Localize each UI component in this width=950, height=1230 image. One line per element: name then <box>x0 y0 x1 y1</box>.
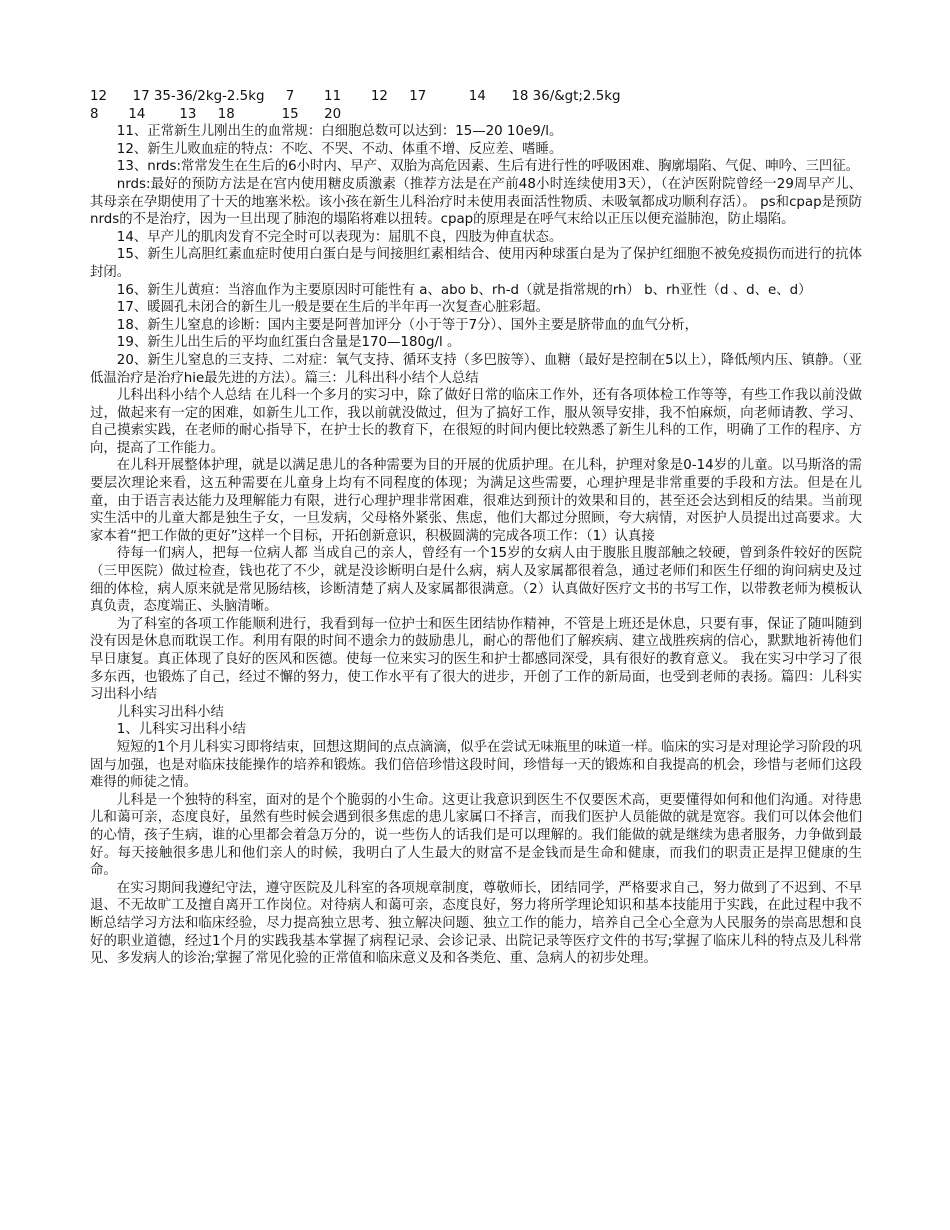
paragraph: 短短的1个月儿科实习即将结束，回想这期间的点点滴滴，似乎在尝试无味瓶里的味道一样。临床的实习是对理论学习阶段的巩固与加强，也是对临床技能操作的培养和锻炼。我们倍倍珍惜这段时间，珍惜每一天的锻炼和自我提高的机会，珍惜与老师们这段难得的师徒之情。 <box>90 739 862 791</box>
paragraph: 儿科是一个独特的科室，面对的是个个脆弱的小生命。这更让我意识到医生不仅要医术高，更要懂得如何和他们沟通。对待患儿和蔼可亲，态度良好，虽然有些时候会遇到很多焦虑的患儿家属口不择言，而我们医护人员能做的就是宽容。我们可以体会他们的心情，孩子生病，谁的心里都会着急万分的，说一些伤人的话我们是可以理解的。我们能做的就是继续为患者服务，力争做到最好。每天接触很多患儿和他们亲人的时候，我明白了人生最大的财富不是金钱而是生命和健康，而我们的职责正是捍卫健康的生命。 <box>90 792 862 879</box>
paragraph: 14、早产儿的肌肉发育不完全时可以表现为：屈肌不良，四肢为伸直状态。 <box>116 229 563 245</box>
paragraph: 儿科出科小结个人总结 在儿科一个多月的实习中，除了做好日常的临床工作外，还有各项体检工作等等，有些工作我以前没做过，做起来有一定的困难，如新生儿工作，我以前就没做过，但为了搞好工作，服从领导安排，我不怕麻烦，向老师请教、学习、自己摸索实践，在老师的耐心指导下，在护士长的教育下，在很短的时间内便比较熟悉了新生儿科的工作，明确了工作的程序、方向，提高了工作能力。 <box>90 388 862 456</box>
paragraph: 为了科室的各项工作能顺利进行，我看到每一位护士和医生团结协作精神，不管是上班还是休息，只要有事，保证了随叫随到没有因是休息而耽误工作。利用有限的时间不遗余力的鼓励患儿，耐心的帮他们了解疾病、建立战胜疾病的信心，默默地祈祷他们早日康复。真正体现了良好的医风和医德。使每一位来实习的医生和护士都感同深受，具有很好的教育意义。 我在实习中学习了很多东西，也锻炼了自己，经过不懈的努力，使工作水平有了很大的进步，开创了工作的新局面，也受到老师的表扬。篇四：儿科实习出科小结 <box>90 616 862 703</box>
paragraph: 待每一们病人，把每一位病人都 当成自己的亲人，曾经有一个15岁的女病人由于腹胀且腹部触之较硬，曾到条件较好的医院（三甲医院）做过检查，钱也花了不少，就是没诊断明白是什么病，病人及家属都很着急，通过老师们和医生仔细的询问病史及过细的体检，病人原来就是常见肠结核，诊断清楚了病人及家属都很满意。（2）认真做好医疗文书的书写工作，以带教老师为模板认真负责，态度端正、头脑清晰。 <box>90 546 862 615</box>
paragraph: 20、新生儿窒息的三支持、二对症：氧气支持、循环支持（多巴胺等）、血糖（最好是控制在5以上），降低颅内压、镇静。（亚低温治疗是治疗hie最先进的方法）。篇三：儿科出科小结个人总结 <box>90 352 862 386</box>
paragraph: 11、正常新生儿刚出生的血常规：白细胞总数可以达到：15—20 10e9/l。 <box>116 124 563 140</box>
paragraph: 在儿科开展整体护理，就是以满足患儿的各种需要为目的开展的优质护理。在儿科，护理对象是0-14岁的儿童。以马斯洛的需要层次理论来看，这五种需要在儿童身上均有不同程度的体现；为满足这些需要，心理护理是非常重要的手段和方法。但是在儿童，由于语言表达能力及理解能力有限，进行心理护理非常困难，很难达到预计的效果和目的，甚至还会达到相反的结果。当前现实生活中的儿童大都是独生子女，一旦发病，父母格外紧张、焦虑，他们大都过分照顾，夸大病情，对医护人员提出过高要求。大家本着“把工作做的更好”这样一个目标，开拓创新意识，积极圆满的完成各项工作：（1）认真接 <box>90 458 862 544</box>
section-heading: 儿科实习出科小结 <box>116 704 224 720</box>
paragraph: 13、nrds:常常发生在生后的6小时内、早产、双胎为高危因素、生后有进行性的呼吸困难、胸廓塌陷、气促、呻吟、三凹征。 <box>116 159 860 175</box>
header-number-row: 12 17 35-36/2kg-2.5kg 7 11 12 17 14 18 36/&gt;2.5kg <box>90 89 621 104</box>
document-page <box>90 88 862 968</box>
header-number-row: 8 14 13 18 15 20 <box>90 106 342 122</box>
paragraph: 15、新生儿高胆红素血症时使用白蛋白是与间接胆红素相结合、使用丙种球蛋白是为了保护红细胞不被免疫损伤而进行的抗体封闭。 <box>90 247 862 280</box>
paragraph: 12、新生儿败血症的特点：不吃、不哭、不动、体重不增、反应差、嗜睡。 <box>116 141 563 157</box>
paragraph: 在实习期间我遵纪守法，遵守医院及儿科室的各项规章制度，尊敬师长，团结同学，严格要求自己，努力做到了不迟到、不早退、不无故旷工及擅自离开工作岗位。对待病人和蔼可亲，态度良好，努力将所学理论知识和基本技能用于实践，在此过程中我不断总结学习方法和临床经验，尽力提高独立思考、独立解决问题、独立工作的能力，培养自己全心全意为人民服务的崇高思想和良好的职业道德，经过1个月的实践我基本掌握了病程记录、会诊记录、出院记录等医疗文件的书写;掌握了临床儿科的特点及儿科常见、多发病人的诊治;掌握了常见化验的正常值和临床意义及和各类危、重、急病人的初步处理。 <box>90 880 862 967</box>
paragraph: nrds:最好的预防方法是在宫内使用糖皮质激素（推荐方法是在产前48小时连续使用3天），（在泸医附院曾经一29周早产儿、其母亲在孕期使用了十天的地塞米松。该小孩在新生儿科治疗时未使用表面活性物质、未吸氧都成功顺利存活）。 ps和cpap是预防nrds的不是治疗，因为一旦出现了肺泡的塌陷将难以扭转。cpap的原理是在呼气末给以正压以便充溢肺泡，防止塌陷。 <box>90 176 862 228</box>
paragraph: 16、新生儿黄疸：当溶血作为主要原因时可能性有 a、abo b、rh-d（就是指常规的rh） b、rh亚性（d 、d、e、d） <box>116 282 812 298</box>
paragraph: 18、新生儿窒息的诊断：国内主要是阿普加评分（小于等于7分）、国外主要是脐带血的血气分析， <box>116 317 699 333</box>
paragraph: 17、暖圆孔未闭合的新生儿一般是要在生后的半年再一次复查心脏彩超。 <box>116 300 549 316</box>
paragraph: 19、新生儿出生后的平均血红蛋白含量是170—180g/l 。 <box>116 335 461 351</box>
section-subheading: 1、儿科实习出科小结 <box>116 722 246 738</box>
